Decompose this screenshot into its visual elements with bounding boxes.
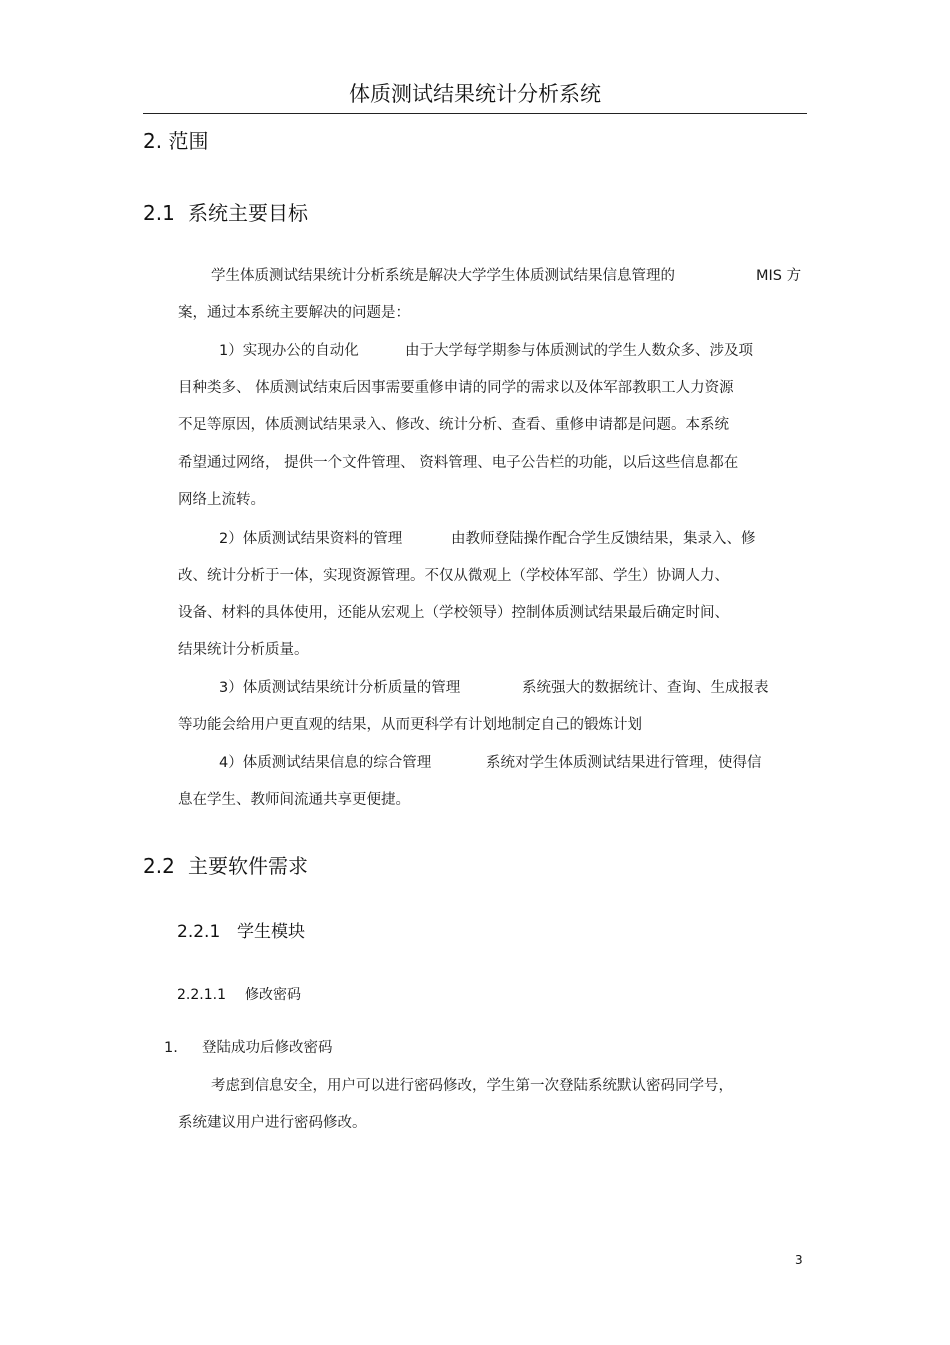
- intro-line-1: 学生体质测试结果统计分析系统是解决大学学生体质测试结果信息管理的: [211, 268, 675, 284]
- item-1-line: 希望通过网络， 提供一个文件管理、 资料管理、电子公告栏的功能，以后这些信息都在: [178, 455, 739, 471]
- section-2-2-number: 2.2: [143, 854, 175, 878]
- item-4-first-line: 系统对学生体质测试结果进行管理，使得信: [486, 755, 762, 771]
- section-2-2-1-number: 2.2.1: [177, 922, 221, 942]
- list-item-marker: 1.: [164, 1040, 178, 1056]
- section-2-1-heading: [143, 200, 308, 226]
- section-2-2-1-title: 学生模块: [237, 922, 305, 942]
- running-header-title: 体质测试结果统计分析系统: [349, 82, 601, 106]
- section-2-1-number: 2.1: [143, 201, 175, 225]
- item-3-first-line: 系统强大的数据统计、查询、生成报表: [522, 680, 769, 696]
- item-1-label: 1）实现办公的自动化: [219, 343, 359, 359]
- intro-line-1-right: MIS 方: [756, 268, 802, 284]
- password-para-line-2: 系统建议用户进行密码修改。: [178, 1115, 367, 1131]
- item-2-line: 设备、材料的具体使用，还能从宏观上（学校领导）控制体质测试结果最后确定时间、: [178, 605, 729, 621]
- item-1-line: 不足等原因，体质测试结果录入、修改、统计分析、查看、重修申请都是问题。本系统: [178, 417, 729, 433]
- item-3-label: 3）体质测试结果统计分析质量的管理: [219, 680, 461, 696]
- section-2-2-1-1-heading: [177, 985, 301, 1005]
- header-divider: [143, 113, 807, 114]
- password-para-line-1: 考虑到信息安全，用户可以进行密码修改，学生第一次登陆系统默认密码同学号，: [211, 1078, 733, 1094]
- item-2-label: 2）体质测试结果资料的管理: [219, 531, 403, 547]
- item-4-line: 息在学生、教师间流通共享更便捷。: [178, 792, 410, 808]
- item-1-first-line: 由于大学每学期参与体质测试的学生人数众多、涉及项: [405, 343, 753, 359]
- item-1-line: 目种类多、 体质测试结束后因事需要重修申请的同学的需求以及体军部教职工人力资源: [178, 380, 734, 396]
- section-2-2-title: 主要软件需求: [188, 854, 308, 878]
- item-3-line: 等功能会给用户更直观的结果，从而更科学有计划地制定自己的锻炼计划: [178, 717, 642, 733]
- item-2-line: 改、统计分析于一体，实现资源管理。不仅从微观上（学校体军部、学生）协调人力、: [178, 568, 729, 584]
- section-2-2-heading: [143, 853, 308, 879]
- item-4-label: 4）体质测试结果信息的综合管理: [219, 755, 432, 771]
- intro-line-2: 案，通过本系统主要解决的问题是：: [178, 305, 410, 321]
- item-2-line: 结果统计分析质量。: [178, 642, 309, 658]
- section-2-1-title: 系统主要目标: [188, 201, 308, 225]
- item-1-line: 网络上流转。: [178, 492, 265, 508]
- section-2-2-1-heading: [177, 921, 305, 943]
- item-2-first-line: 由教师登陆操作配合学生反馈结果，集录入、修: [451, 531, 756, 547]
- page-number: 3: [795, 1253, 803, 1267]
- section-2-2-1-1-title: 修改密码: [245, 987, 301, 1003]
- list-item-text: 登陆成功后修改密码: [202, 1040, 333, 1056]
- section-2-heading: 2. 范围: [143, 129, 209, 153]
- section-2-2-1-1-number: 2.2.1.1: [177, 987, 226, 1003]
